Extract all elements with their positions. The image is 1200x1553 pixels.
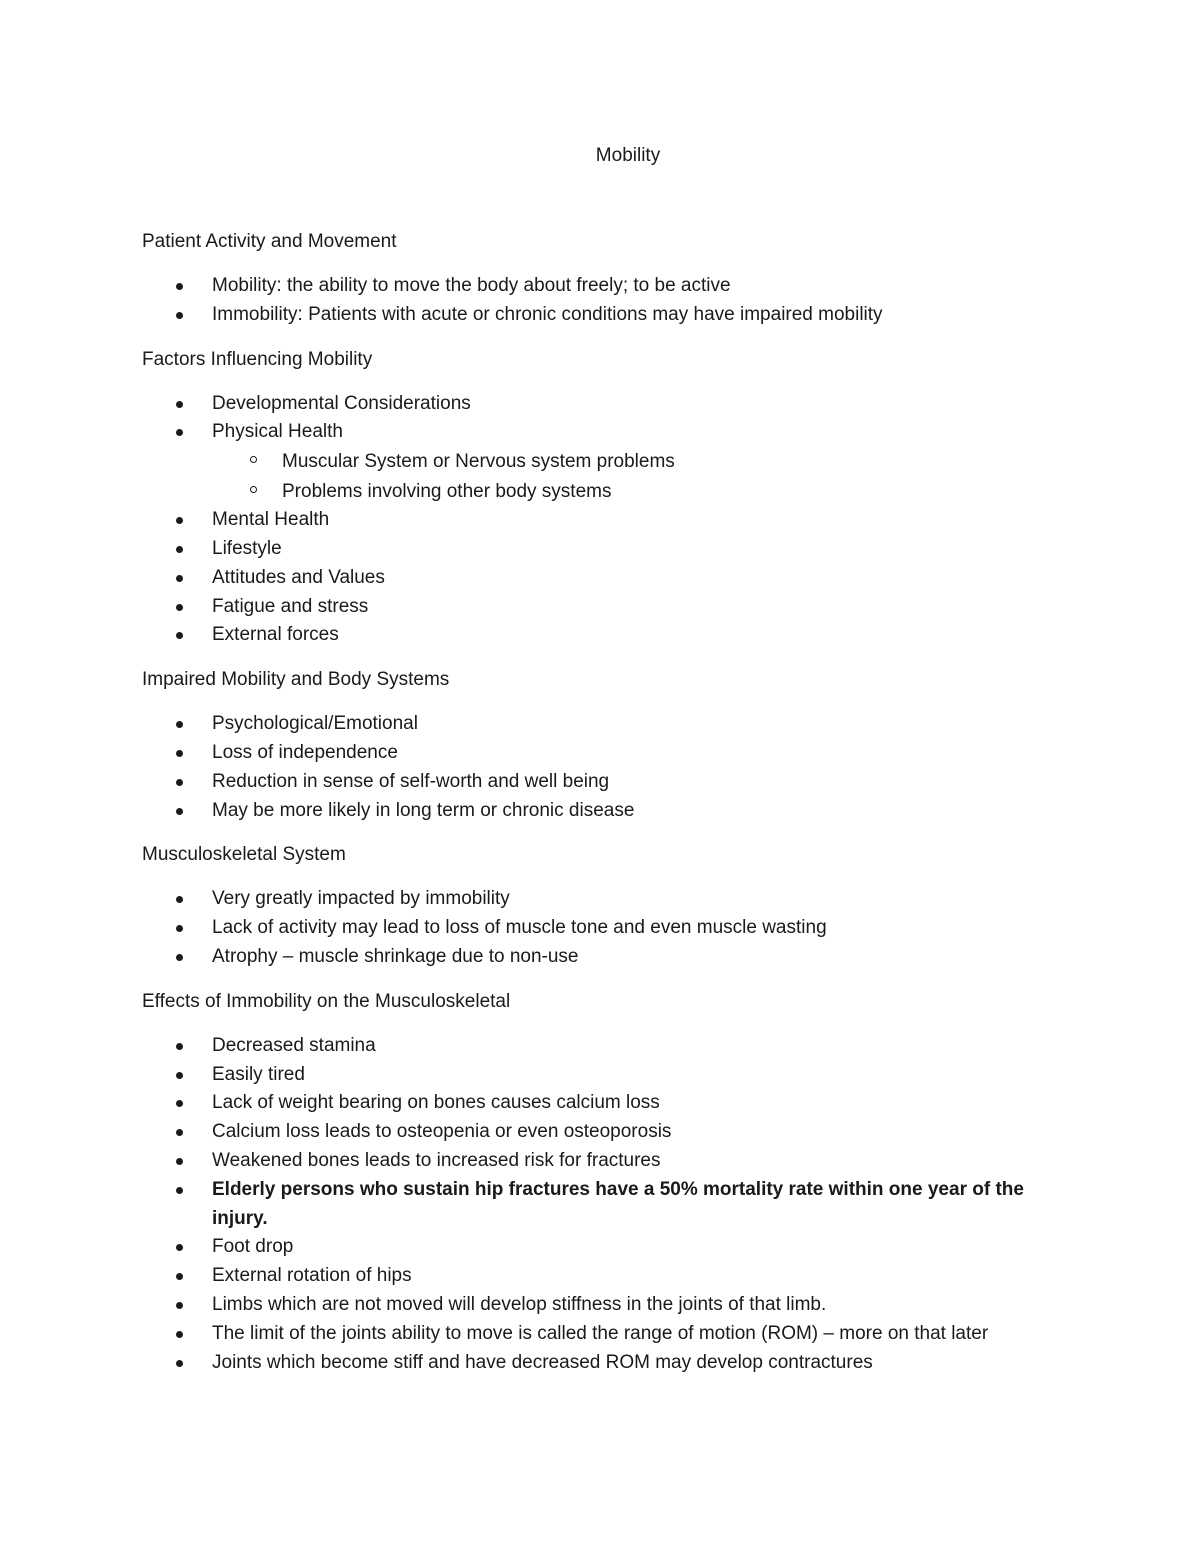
list-item-text: Mobility: the ability to move the body about freely; to be active [212, 275, 731, 296]
list-item-text: External rotation of hips [212, 1265, 412, 1287]
list-item-text: Elderly persons who sustain hip fractures have a 50% mortality rate within one year of the injury. [212, 1178, 1024, 1229]
bullet-icon [176, 1100, 183, 1107]
sub-bullet-list-physical-health [212, 447, 1062, 506]
list-item [142, 535, 1062, 564]
list-item [142, 1089, 1062, 1118]
list-item-text: Immobility: Patients with acute or chronic conditions may have impaired mobility [212, 303, 883, 325]
bullet-list-effects [142, 1032, 1062, 1378]
bullet-icon [176, 896, 183, 903]
list-item [142, 885, 1062, 914]
bullet-icon [176, 750, 183, 757]
list-item-text: Reduction in sense of self-worth and well being [212, 770, 610, 792]
list-item-text: Weakened bones leads to increased risk for fractures [212, 1149, 661, 1171]
list-item-text: Joints which become stiff and have decreased ROM may develop contractures [212, 1351, 873, 1373]
list-item-text: Loss of independence [212, 741, 398, 763]
list-item-text: Calcium loss leads to osteopenia or even osteoporosis [212, 1121, 672, 1143]
list-item [142, 739, 1062, 768]
bullet-icon [176, 517, 183, 524]
list-item-text: Lack of weight bearing on bones causes calcium loss [212, 1092, 660, 1114]
list-item-text: Limbs which are not moved will develop stiffness in the joints of that limb. [212, 1293, 827, 1315]
bullet-icon [176, 1273, 183, 1280]
list-item-text: Physical Health [212, 421, 343, 443]
bullet-icon [176, 429, 183, 436]
list-item [142, 1032, 1062, 1061]
list-item [142, 1147, 1062, 1176]
section-heading-musculoskeletal: Musculoskeletal System [142, 844, 346, 866]
list-item [142, 797, 1062, 826]
list-item [142, 272, 1062, 301]
list-item-emphasized [142, 1176, 1062, 1234]
list-item-text: May be more likely in long term or chronic disease [212, 799, 635, 821]
bullet-icon [176, 312, 183, 319]
bullet-icon [176, 954, 183, 961]
list-item [142, 390, 1062, 419]
bullet-list-musculoskeletal [142, 885, 1062, 971]
bullet-icon [176, 632, 183, 639]
bullet-icon [176, 1043, 183, 1050]
list-item [142, 1061, 1062, 1090]
list-item-text: The limit of the joints ability to move is called the range of motion (ROM) – more on that later [212, 1322, 989, 1344]
list-item-text: Very greatly impacted by immobility [212, 888, 510, 910]
list-item [142, 1118, 1062, 1147]
page-title: Mobility [595, 145, 661, 166]
bullet-icon [176, 1331, 183, 1338]
list-item [142, 564, 1062, 593]
list-item-text: Fatigue and stress [212, 595, 369, 617]
list-item [142, 1349, 1062, 1378]
list-item-text: Mental Health [212, 509, 330, 531]
sub-list-item [142, 447, 1062, 477]
section-heading-patient-activity: Patient Activity and Movement [142, 231, 397, 252]
list-item [142, 914, 1062, 943]
sub-list-item-text: Problems involving other body systems [282, 480, 612, 502]
bullet-icon [176, 1072, 183, 1079]
bullet-icon [176, 1158, 183, 1165]
list-item [142, 1320, 1062, 1349]
circle-bullet-icon [250, 486, 257, 493]
bullet-icon [176, 401, 183, 408]
list-item-text: Attitudes and Values [212, 566, 385, 588]
document-content [142, 143, 1062, 1394]
section-heading-impaired-mobility: Impaired Mobility and Body Systems [142, 669, 450, 691]
bullet-icon [176, 546, 183, 553]
list-item [142, 418, 1062, 506]
list-item-text: Lifestyle [212, 537, 282, 559]
bullet-list-patient-activity [142, 272, 1062, 330]
circle-bullet-icon [250, 456, 257, 463]
bullet-icon [176, 808, 183, 815]
bullet-icon [176, 1129, 183, 1136]
list-item-text: Lack of activity may lead to loss of muscle tone and even muscle wasting [212, 917, 827, 939]
bullet-icon [176, 721, 183, 728]
section-heading-factors: Factors Influencing Mobility [142, 348, 373, 370]
bullet-icon [176, 1244, 183, 1251]
bullet-icon [176, 1360, 183, 1367]
list-item-text: Atrophy – muscle shrinkage due to non-use [212, 945, 579, 967]
list-item [142, 621, 1062, 650]
bullet-icon [176, 1302, 183, 1309]
bullet-icon [176, 283, 183, 290]
list-item [142, 1233, 1062, 1262]
list-item [142, 1291, 1062, 1320]
section-heading-effects: Effects of Immobility on the Musculoskeletal [142, 990, 511, 1012]
sub-list-item [142, 477, 1062, 507]
bullet-icon [176, 604, 183, 611]
bullet-icon [176, 925, 183, 932]
list-item-text: Decreased stamina [212, 1034, 376, 1056]
bullet-icon [176, 575, 183, 582]
bullet-icon [176, 1187, 183, 1194]
list-item [142, 710, 1062, 739]
list-item-text: Foot drop [212, 1236, 294, 1258]
bullet-icon [176, 779, 183, 786]
list-item-text: Easily tired [212, 1063, 305, 1085]
list-item [142, 943, 1062, 972]
list-item [142, 593, 1062, 622]
bullet-list-factors [142, 390, 1062, 651]
list-item-text: External forces [212, 624, 339, 646]
list-item [142, 1262, 1062, 1291]
sub-list-item-text: Muscular System or Nervous system problems [282, 451, 675, 473]
list-item-text: Psychological/Emotional [212, 713, 418, 735]
list-item-text: Developmental Considerations [212, 392, 471, 414]
list-item [142, 301, 1062, 330]
list-item [142, 506, 1062, 535]
list-item [142, 768, 1062, 797]
bullet-list-impaired-mobility [142, 710, 1062, 825]
